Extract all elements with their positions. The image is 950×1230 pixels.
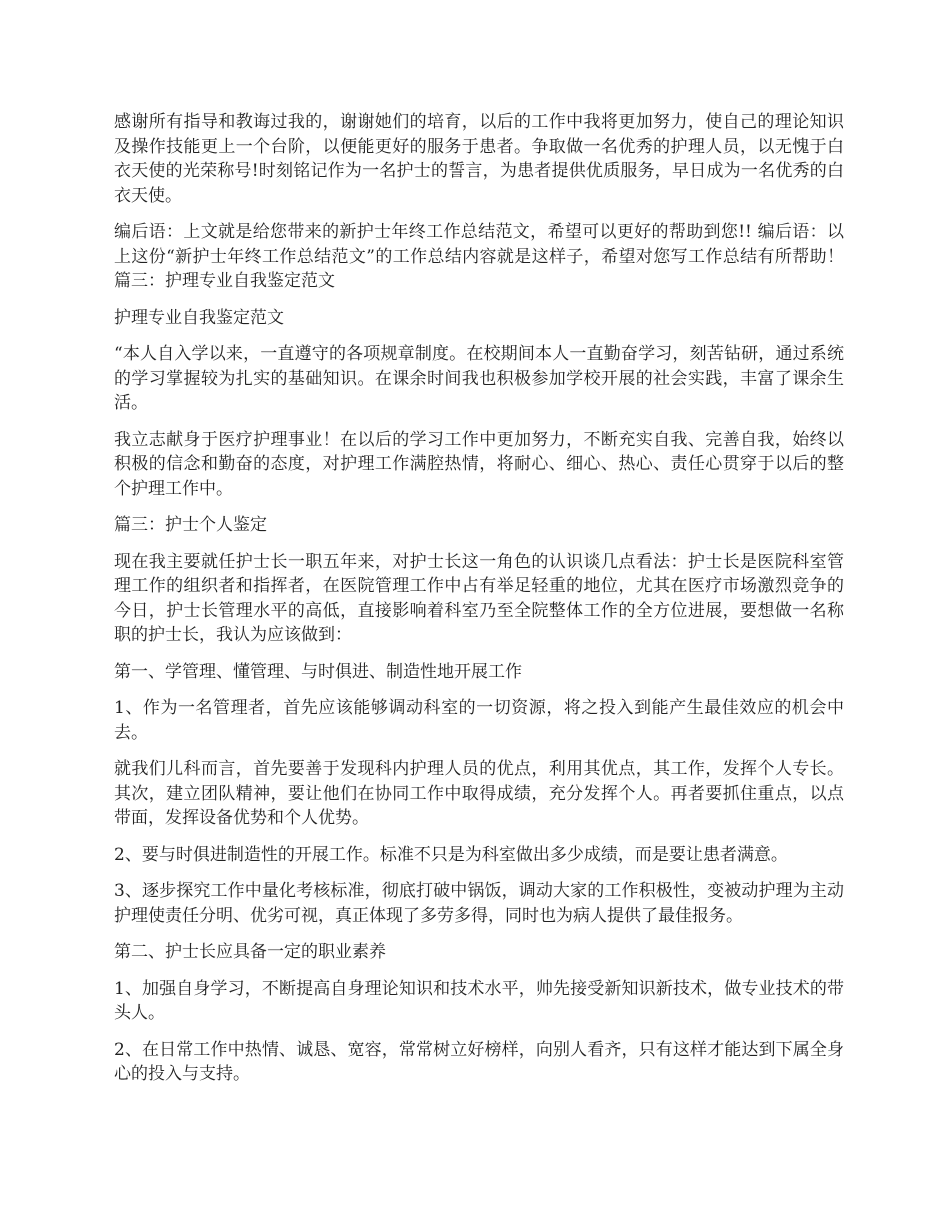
document-body: [114, 110, 844, 1099]
paragraph-study-summary: “本人自入学以来，一直遵守的各项规章制度。在校期间本人一直勤奋学习，刻苦钻研，通过系统的学习掌握较为扎实的基础知识。在课余时间我也积极参加学校开展的社会实践，丰富了课余生活。: [114, 344, 844, 413]
section-heading-self-evaluation: 护理专业自我鉴定范文: [114, 307, 284, 328]
list-item-2-role-model: 2、在日常工作中热情、诚恳、宽容，常常树立好榜样，向别人看齐，只有这样才能达到下属全身心的投入与支持。: [114, 1039, 844, 1084]
paragraph-thanks: 感谢所有指导和教诲过我的，谢谢她们的培育，以后的工作中我将更加努力，使自己的理论知识及操作技能更上一个台阶，以便能更好的服务于患者。争取做一名优秀的护理人员，以无愧于白衣天使的光荣称号!时刻铭记作为一名护士的誓言，为患者提供优质服务，早日成为一名优秀的白衣天使。: [114, 112, 844, 206]
list-item-3-assessment: 3、逐步探究工作中量化考核标准，彻底打破中锅饭，调动大家的工作积极性，变被动护理为主动护理使责任分明、优劣可视，真正体现了多劳多得，同时也为病人提供了最佳报务。: [114, 881, 844, 926]
list-item-2-innovation: 2、要与时俱进制造性的开展工作。标准不只是为科室做出多少成绩，而是要让患者满意。: [114, 844, 788, 865]
paragraph-editor-note: 编后语：上文就是给您带来的新护士年终工作总结范文，希望可以更好的帮助到您!! 编后语：以上这份“新护士年终工作总结范文”的工作总结内容就是这样子，希望对您写工作总结有所帮助！篇三：护理专业自我鉴定范文: [114, 222, 844, 291]
list-item-1-self-study: 1、加强自身学习，不断提高自身理论知识和技术水平，帅先接受新知识新技术，做专业技术的带头人。: [114, 978, 844, 1023]
section-heading-nurse-evaluation: 篇三：护士个人鉴定: [114, 515, 267, 535]
subheading-management: 第一、学管理、懂管理、与时俱进、制造性地开展工作: [114, 661, 522, 682]
subheading-professional-quality: 第二、护士长应具备一定的职业素养: [114, 942, 386, 962]
paragraph-aspiration: 我立志献身于医疗护理事业！在以后的学习工作中更加努力，不断充实自我、完善自我，始终以积极的信念和勤奋的态度，对护理工作满腔热情，将耐心、细心、热心、责任心贯穿于以后的整个护理工作中。: [114, 429, 844, 499]
paragraph-head-nurse-intro: 现在我主要就任护士长一职五年来，对护士长这一角色的认识谈几点看法：护士长是医院科室管理工作的组织者和指挥者，在医院管理工作中占有举足轻重的地位，尤其在医疗市场激烈竞争的今日，护士长管理水平的高低，直接影响着科室乃至全院整体工作的全方位进展，要想做一名称职的护士长，我认为应该做到：: [114, 551, 844, 645]
list-item-1-resources: 1、作为一名管理者，首先应该能够调动科室的一切资源，将之投入到能产生最佳效应的机会中去。: [114, 698, 844, 743]
paragraph-pediatrics: 就我们儿科而言，首先要善于发现科内护理人员的优点，利用其优点，其工作，发挥个人专长。其次，建立团队精神，要让他们在协同工作中取得成绩，充分发挥个人。再者要抓住重点，以点带面，发挥设备优势和个人优势。: [114, 759, 844, 828]
